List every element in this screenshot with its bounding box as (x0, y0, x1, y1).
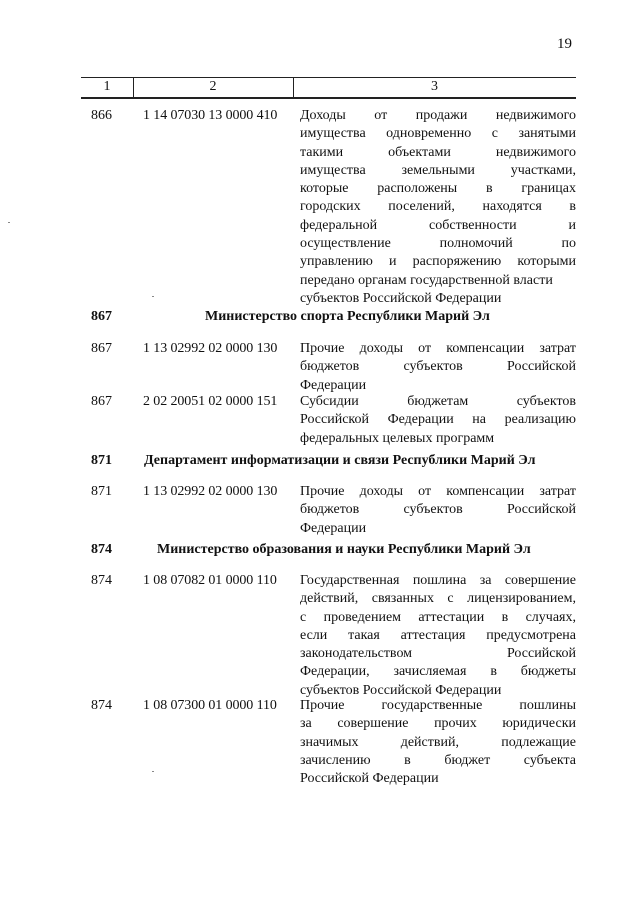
description-line: Федерации (300, 520, 367, 536)
description-line: за совершение прочих юридически (300, 716, 576, 732)
description-line: с проведением аттестации в случаях, (300, 609, 576, 625)
description-line: Государственная пошлина за совершение (300, 573, 576, 588)
admin-code: 867 (91, 341, 112, 356)
admin-code: 867 (91, 394, 112, 409)
section-code: 874 (91, 542, 112, 557)
description-line: Доходы от продажи недвижимого (300, 108, 576, 123)
table-header (81, 77, 576, 99)
budget-classification-code: 1 08 07082 01 0000 110 (143, 573, 277, 588)
revenue-description (300, 393, 576, 448)
header-col-1: 1 (103, 79, 111, 94)
description-line: имущества земельными участками, (300, 162, 576, 178)
header-col-2: 2 (209, 79, 217, 94)
description-line: Субсидии бюджетам субъектов (300, 394, 576, 409)
description-line: городских поселений, находятся в (300, 199, 576, 215)
revenue-description (300, 340, 576, 395)
description-line: управлению и распоряжению которыми (300, 254, 576, 270)
section-code: 871 (91, 453, 112, 468)
admin-code: 874 (91, 573, 112, 588)
description-line: федеральных целевых программ (300, 430, 495, 446)
admin-code: 866 (91, 108, 112, 123)
description-line: законодательством Российской (300, 646, 576, 662)
description-line: осуществление полномочий по (300, 236, 576, 252)
scan-speck (8, 222, 10, 223)
admin-code: 871 (91, 484, 112, 499)
budget-classification-code: 1 13 02992 02 0000 130 (143, 341, 278, 356)
description-line: Прочие доходы от компенсации затрат (300, 484, 576, 499)
page-number: 19 (557, 36, 572, 52)
description-line: бюджетов субъектов Российской (300, 359, 576, 375)
description-line: если такая аттестация предусмотрена (300, 627, 576, 643)
description-line: федеральной собственности и (300, 217, 576, 233)
revenue-description (300, 107, 576, 308)
revenue-description (300, 572, 576, 700)
section-code: 867 (91, 309, 112, 324)
description-line: бюджетов субъектов Российской (300, 502, 576, 518)
scan-speck (152, 771, 154, 772)
section-title: Департамент информатизации и связи Республики Марий Эл (144, 453, 536, 468)
description-line: передано органам государственной власти (300, 272, 553, 288)
revenue-description (300, 483, 576, 538)
admin-code: 874 (91, 698, 112, 713)
budget-classification-code: 2 02 20051 02 0000 151 (143, 394, 278, 409)
revenue-description (300, 697, 576, 788)
description-line: Российской Федерации (300, 771, 439, 787)
description-line: субъектов Российской Федерации (300, 290, 502, 306)
description-line: зачислению в бюджет субъекта (300, 752, 576, 768)
description-line: такими объектами недвижимого (300, 144, 576, 160)
description-line: субъектов Российской Федерации (300, 682, 502, 698)
description-line: Прочие государственные пошлины (300, 698, 576, 713)
description-line: Российской Федерации на реализацию (300, 412, 576, 428)
section-title: Министерство спорта Республики Марий Эл (205, 309, 490, 324)
description-line: Федерации, зачисляемая в бюджеты (300, 664, 576, 680)
description-line: действий, связанных с лицензированием, (300, 591, 576, 607)
description-line: Прочие доходы от компенсации затрат (300, 341, 576, 356)
scan-speck (152, 296, 154, 297)
section-title: Министерство образования и науки Республики Марий Эл (157, 542, 531, 557)
header-col-3: 3 (431, 79, 438, 94)
description-line: значимых действий, подлежащие (300, 734, 576, 750)
description-line: имущества одновременно с занятыми (300, 126, 576, 142)
budget-classification-code: 1 13 02992 02 0000 130 (143, 484, 278, 499)
budget-classification-code: 1 14 07030 13 0000 410 (143, 108, 278, 123)
description-line: которые расположены в границах (300, 181, 576, 197)
budget-classification-code: 1 08 07300 01 0000 110 (143, 698, 277, 713)
description-line: Федерации (300, 377, 367, 393)
